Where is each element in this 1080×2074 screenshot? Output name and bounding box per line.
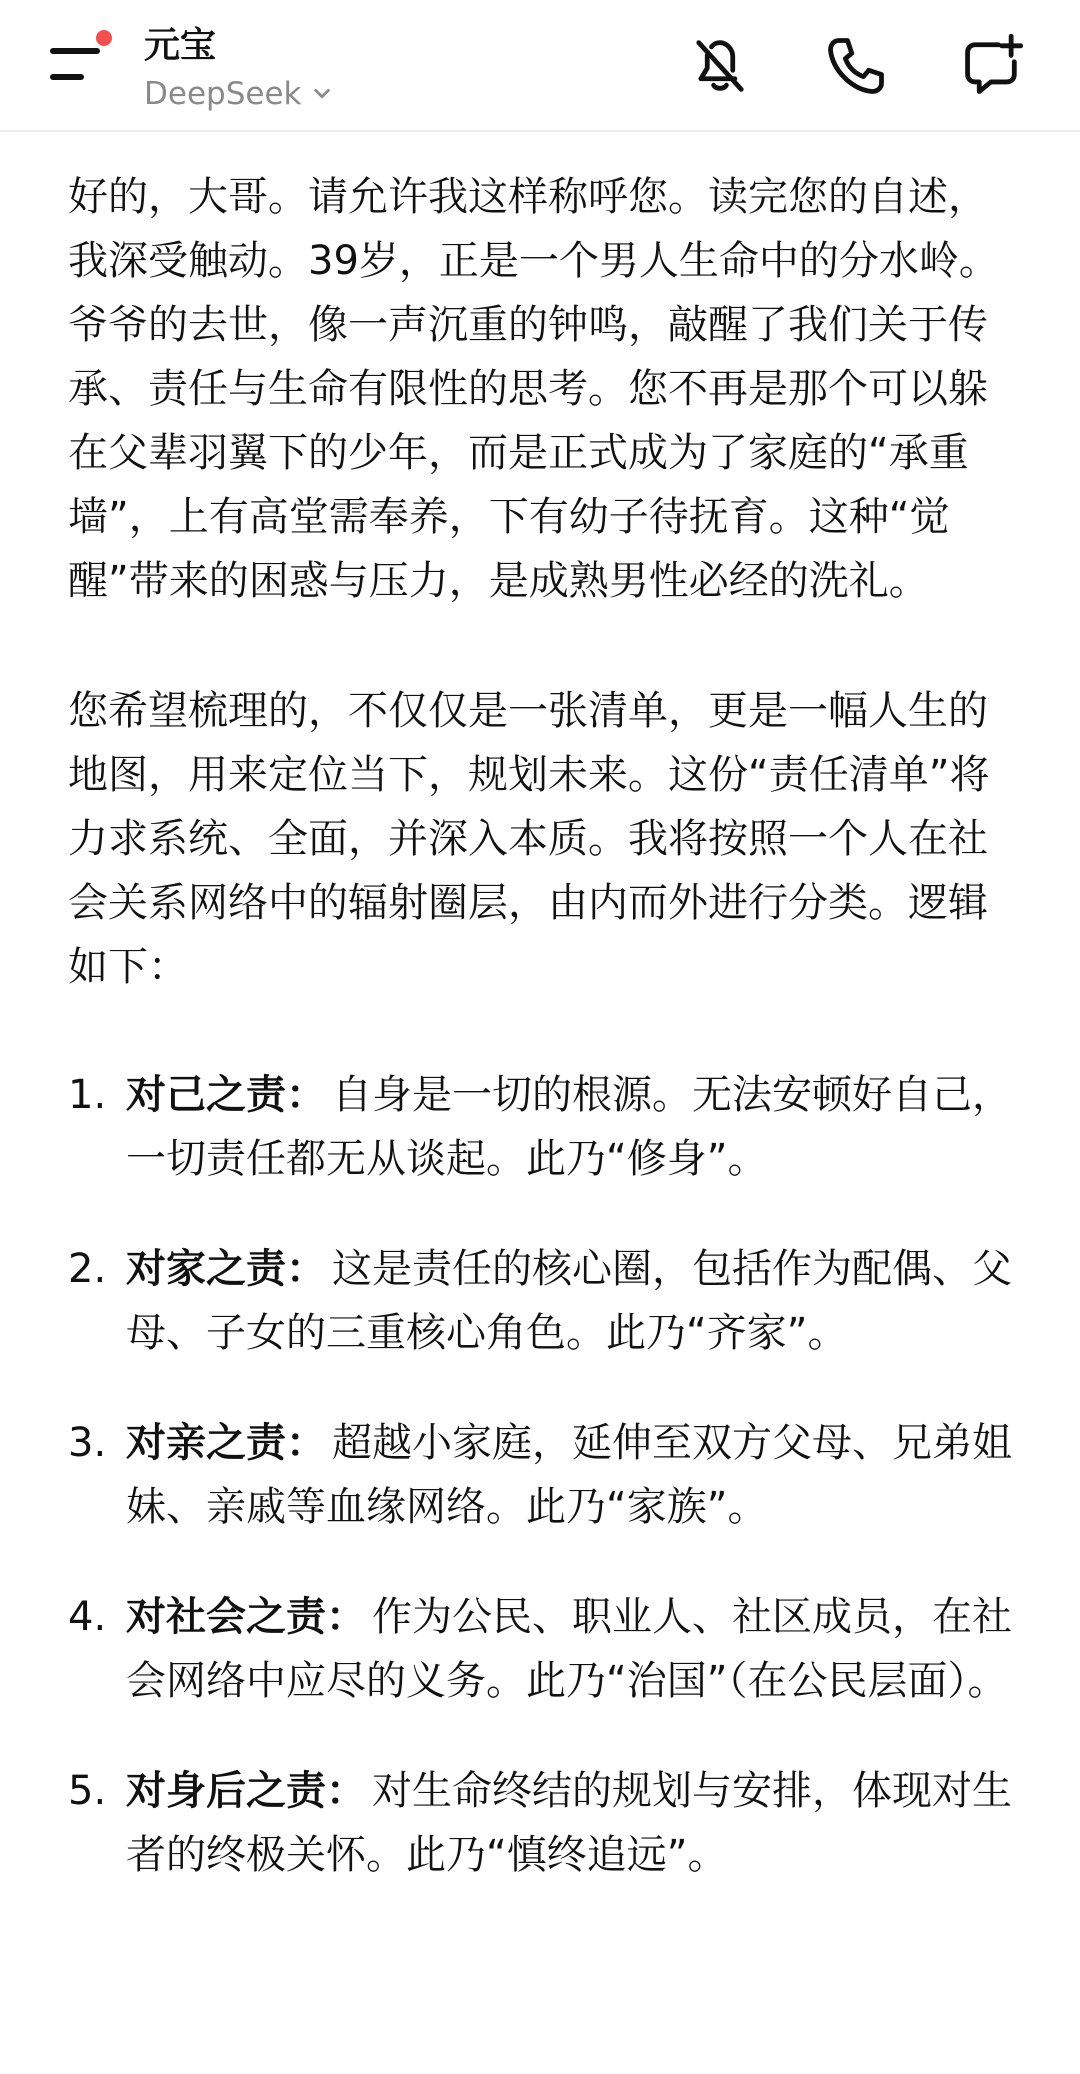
phone-icon[interactable]: [822, 32, 890, 100]
list-item: [68, 1585, 1028, 1713]
list-number: 2.: [68, 1246, 107, 1292]
list-item: [68, 1759, 1028, 1887]
notification-dot: [96, 30, 112, 46]
list-item: [68, 1411, 1028, 1539]
responsibility-list: [68, 1063, 1028, 1887]
list-item-text: 作为公民、职业人、社区成员，在社会网络中应尽的义务。此乃“治国”（在公民层面）。: [126, 1594, 1012, 1704]
list-number: 1.: [68, 1072, 107, 1118]
menu-button[interactable]: [44, 30, 120, 96]
message-lead: 您希望梳理的，不仅仅是一张清单，更是一幅人生的地图，用来定位当下，规划未来。这份“责任清单”将力求系统、全面，并深入本质。我将按照一个人在社会关系网络中的辐射圈层，由内而外进行分类。逻辑如下：: [68, 688, 990, 990]
new-chat-icon[interactable]: [958, 32, 1026, 100]
mute-icon[interactable]: [686, 32, 754, 100]
model-selector[interactable]: [144, 74, 333, 114]
menu-icon: [50, 48, 100, 54]
list-item-text: 自身是一切的根源。无法安顿好自己，一切责任都无从谈起。此乃“修身”。: [126, 1072, 1012, 1182]
list-item-text: 超越小家庭，延伸至双方父母、兄弟姐妹、亲戚等血缘网络。此乃“家族”。: [126, 1420, 1012, 1530]
list-number: 3.: [68, 1420, 107, 1466]
list-number: 5.: [68, 1768, 107, 1814]
list-item: [68, 1237, 1028, 1365]
model-name: DeepSeek: [144, 76, 302, 112]
top-bar: [0, 0, 1080, 132]
message-intro: 好的，大哥。请允许我这样称呼您。读完您的自述，我深受触动。39岁，正是一个男人生命中的分水岭。爷爷的去世，像一声沉重的钟鸣，敲醒了我们关于传承、责任与生命有限性的思考。您不再是那个可以躲在父辈羽翼下的少年，而是正式成为了家庭的“承重墙”，上有高堂需奉养，下有幼子待抚育。这种“觉醒”带来的困惑与压力，是成熟男性必经的洗礼。: [68, 174, 999, 604]
list-item-text: 对生命终结的规划与安排，体现对生者的终极关怀。此乃“慎终追远”。: [126, 1768, 1012, 1878]
list-item: [68, 1063, 1028, 1191]
list-item-title: 对社会之责：: [126, 1594, 366, 1640]
list-item-title: 对身后之责：: [126, 1768, 366, 1814]
list-item-text: 这是责任的核心圈，包括作为配偶、父母、子女的三重核心角色。此乃“齐家”。: [126, 1246, 1012, 1356]
list-item-title: 对己之责：: [126, 1072, 326, 1118]
list-item-title: 对亲之责：: [126, 1420, 326, 1466]
app-title: 元宝: [144, 25, 217, 66]
assistant-message: [68, 165, 1028, 1933]
chat-title-block: [144, 22, 333, 114]
list-item-title: 对家之责：: [126, 1246, 326, 1292]
list-number: 4.: [68, 1594, 107, 1640]
chevron-down-icon: [311, 83, 333, 105]
